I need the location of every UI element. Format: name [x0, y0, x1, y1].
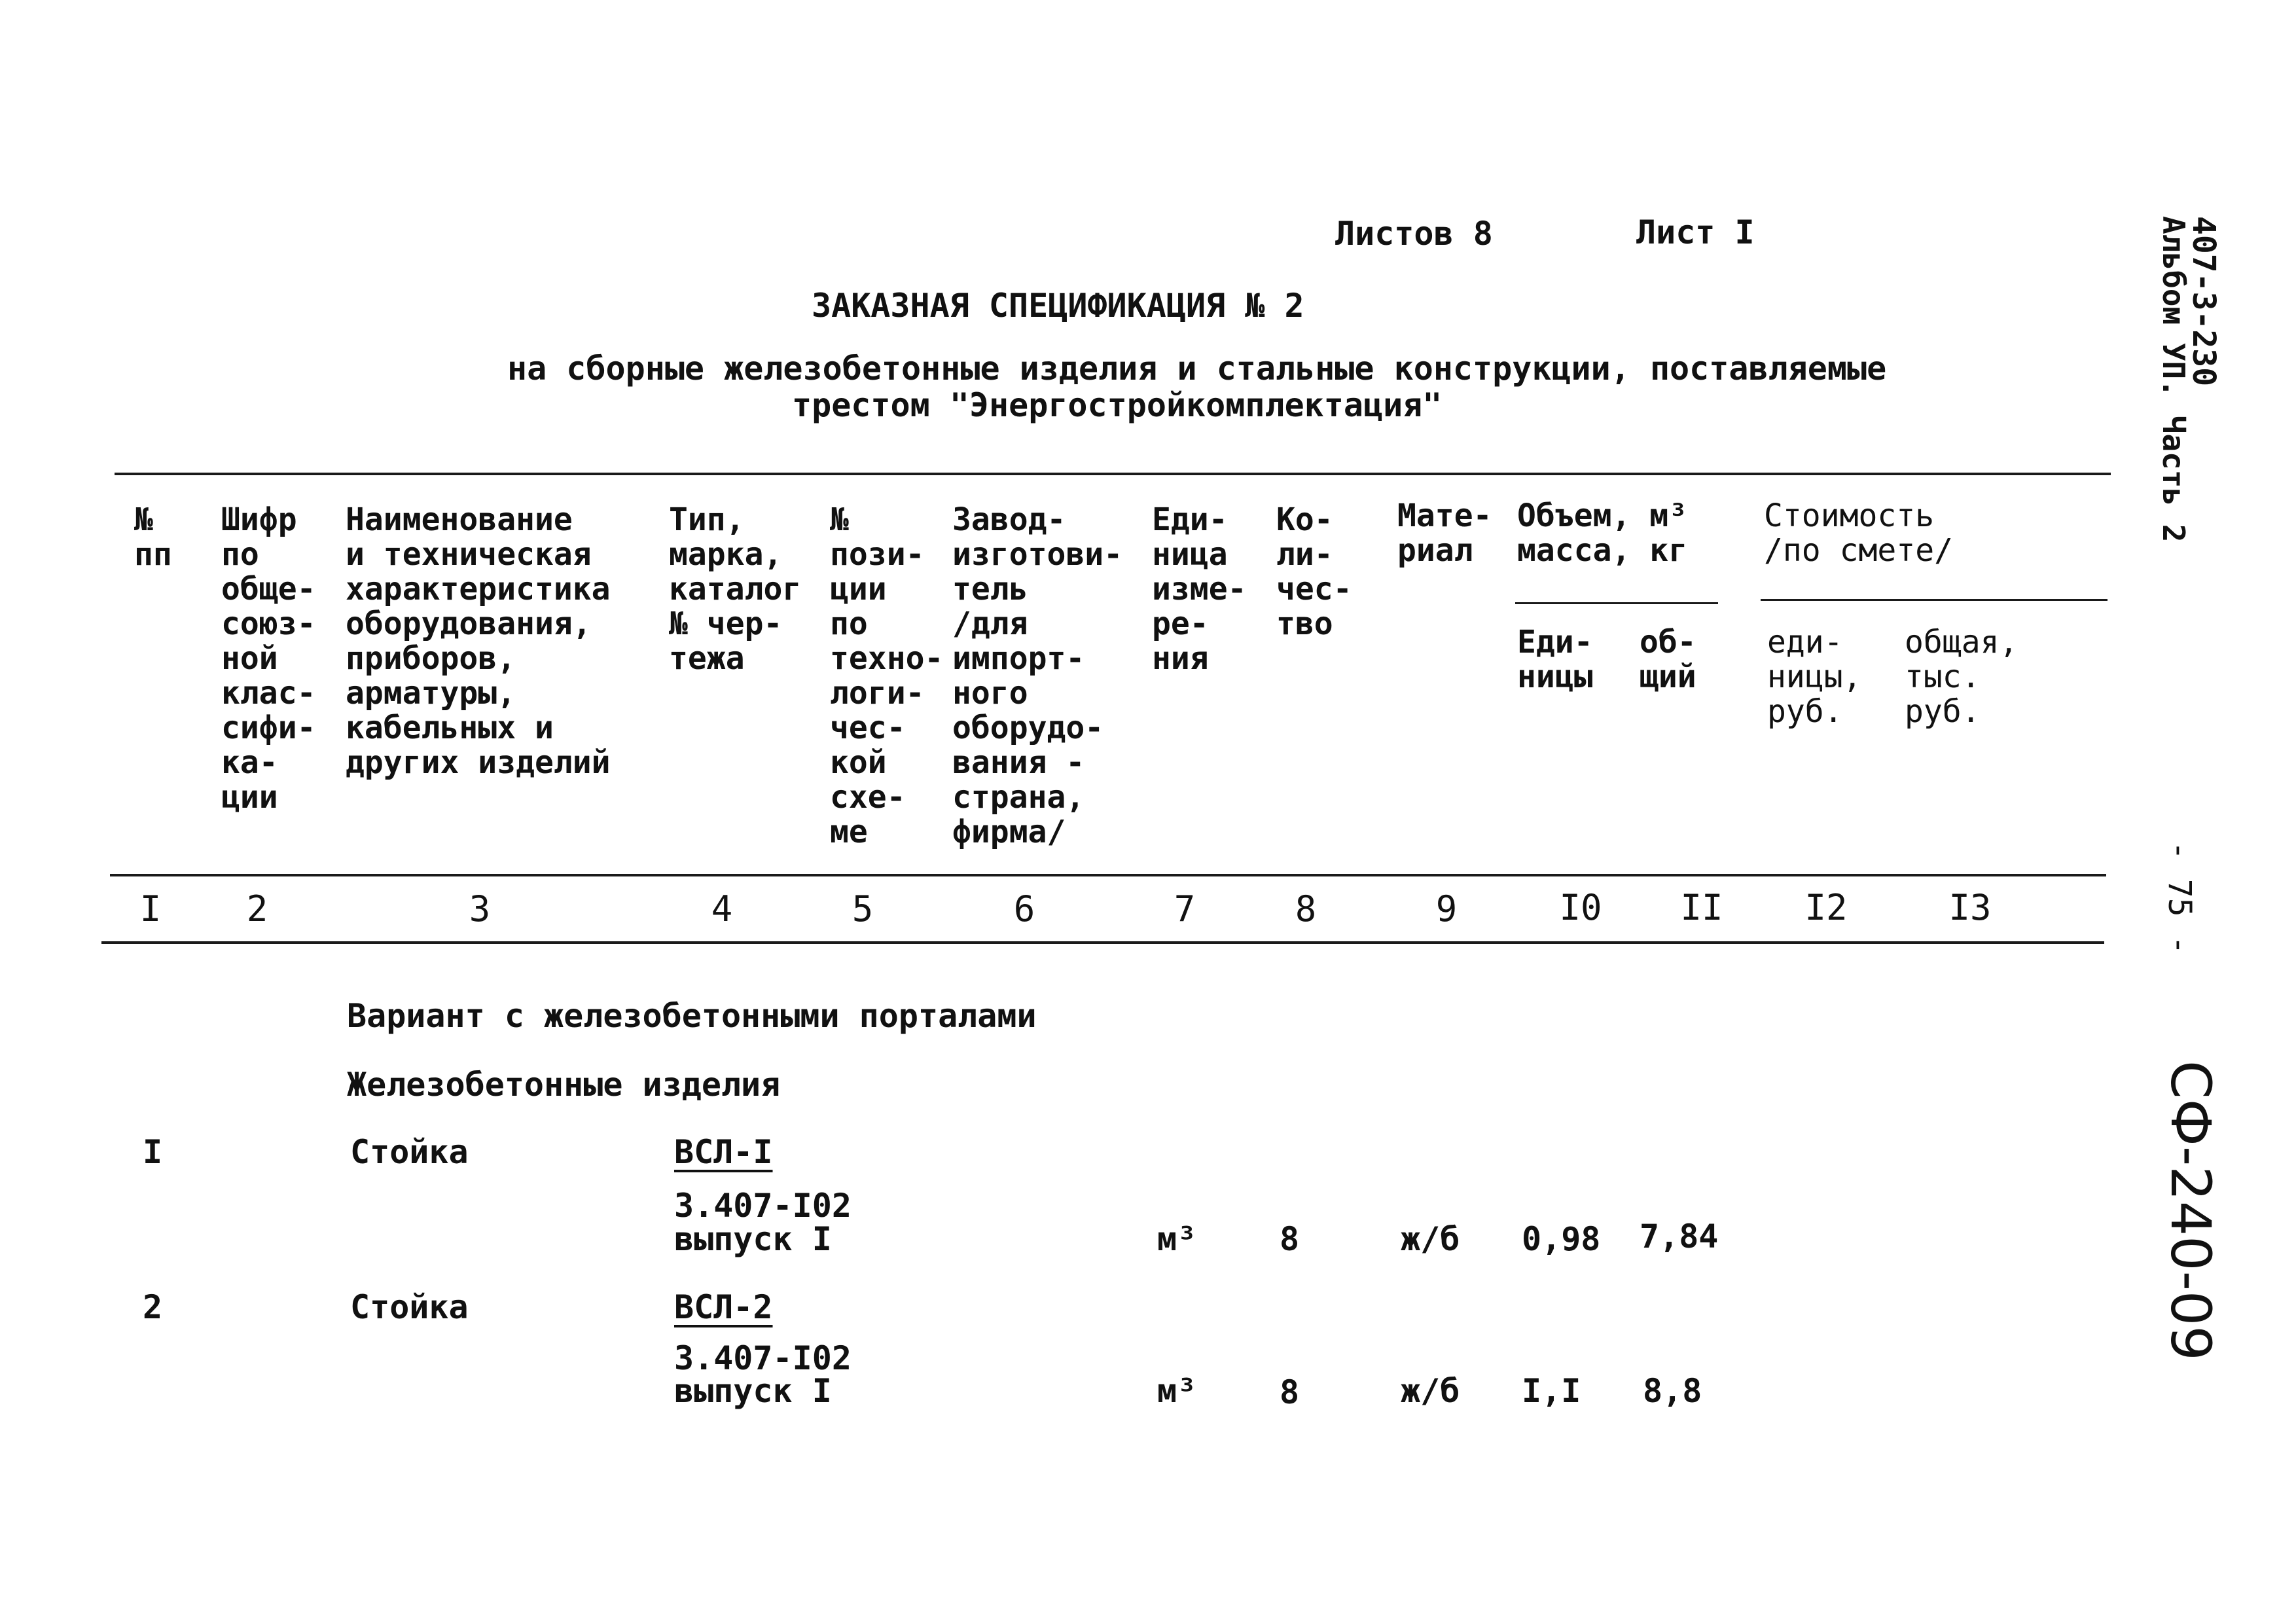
- row-issue: выпуск I: [674, 1220, 832, 1258]
- table-top-rule: [115, 473, 2111, 475]
- column-number: 2: [246, 888, 268, 929]
- row-quantity: 8: [1280, 1373, 1300, 1411]
- col-header-material: Мате- риал: [1397, 497, 1492, 569]
- section-group: Железобетонные изделия: [347, 1066, 781, 1104]
- row-quantity: 8: [1280, 1220, 1300, 1258]
- col-header-cost: Стоимость /по смете/: [1764, 497, 1953, 569]
- col-header-manufacturer: Завод- изготови- тель /для импорт- ного оборудо- вания - страна, фирма/: [952, 501, 1123, 850]
- column-number: 9: [1435, 888, 1458, 929]
- col-header-code: Шифр по обще- союз- ной клас- сифи- ка- ции: [221, 501, 316, 816]
- subtitle-line1: на сборные железобетонные изделия и стальные конструкции, поставляемые: [507, 350, 1887, 388]
- column-number: 3: [469, 888, 491, 929]
- sheets-total: Листов 8: [1335, 215, 1493, 253]
- row-catalog: 3.407-I02: [674, 1339, 852, 1377]
- row-material: ж/б: [1401, 1372, 1460, 1410]
- row-volume-total: 7,84: [1640, 1218, 1719, 1255]
- column-number: I0: [1559, 887, 1602, 928]
- page-number: - 75 -: [2161, 841, 2198, 955]
- column-number: 6: [1013, 888, 1035, 929]
- col-header-quantity: Ко- ли- чес- тво: [1276, 501, 1352, 642]
- col-header-type: Тип, марка, каталог № чер- тежа: [669, 501, 802, 677]
- row-mark: ВСЛ-I: [674, 1133, 773, 1171]
- page-title: ЗАКАЗНАЯ СПЕЦИФИКАЦИЯ № 2: [812, 287, 1304, 325]
- col-header-volume-unit: Еди- ницы: [1517, 624, 1593, 695]
- section-variant: Вариант с железобетонными порталами: [347, 997, 1037, 1035]
- row-material: ж/б: [1401, 1220, 1460, 1258]
- col-header-volume-total: об- щий: [1640, 624, 1696, 695]
- doc-code: 407-3-230: [2185, 216, 2222, 387]
- column-numbers-rule: [101, 941, 2104, 944]
- row-number: 2: [143, 1288, 163, 1326]
- row-volume-unit: 0,98: [1522, 1220, 1601, 1258]
- album-part: Альбом УП. Часть 2: [2156, 216, 2191, 543]
- row-volume-total: 8,8: [1643, 1372, 1702, 1410]
- column-number: I3: [1948, 887, 1992, 928]
- column-number: I: [139, 888, 162, 929]
- col-header-cost-unit: еди- ницы, руб.: [1767, 624, 1862, 730]
- stamp-code: СФ-240-09: [2159, 1060, 2223, 1361]
- row-number: I: [143, 1133, 163, 1171]
- column-number: I2: [1804, 887, 1848, 928]
- column-number: 5: [852, 888, 874, 929]
- column-number: 8: [1295, 888, 1317, 929]
- col-header-name: Наименование и техническая характеристика оборудования, приборов, арматуры, кабельных и других изделий: [346, 501, 611, 781]
- col-header-position: № пози- ции по техно- логи- чес- кой схе- ме: [830, 501, 944, 850]
- col-header-unit: Еди- ница изме- ре- ния: [1152, 501, 1247, 677]
- volume-sub-rule: [1515, 602, 1718, 604]
- row-unit: м³: [1157, 1372, 1197, 1410]
- row-volume-unit: I,I: [1522, 1372, 1581, 1410]
- row-name: Стойка: [350, 1288, 469, 1326]
- cost-sub-rule: [1761, 599, 2108, 601]
- row-issue: выпуск I: [674, 1372, 832, 1410]
- col-header-cost-total: общая, тыс. руб.: [1905, 624, 2018, 730]
- column-number: 7: [1174, 888, 1196, 929]
- row-mark: ВСЛ-2: [674, 1288, 773, 1326]
- col-header-num: № пп: [134, 501, 172, 573]
- subtitle-line2: трестом "Энергостройкомплектация": [792, 386, 1443, 424]
- column-number: 4: [711, 888, 733, 929]
- sheet-current: Лист I: [1636, 213, 1755, 251]
- header-bottom-rule: [110, 874, 2106, 876]
- row-catalog: 3.407-I02: [674, 1187, 852, 1225]
- row-name: Стойка: [350, 1133, 469, 1171]
- row-unit: м³: [1157, 1220, 1197, 1258]
- column-number: II: [1680, 887, 1723, 928]
- col-header-volume: Объем, м³ масса, кг: [1517, 497, 1688, 569]
